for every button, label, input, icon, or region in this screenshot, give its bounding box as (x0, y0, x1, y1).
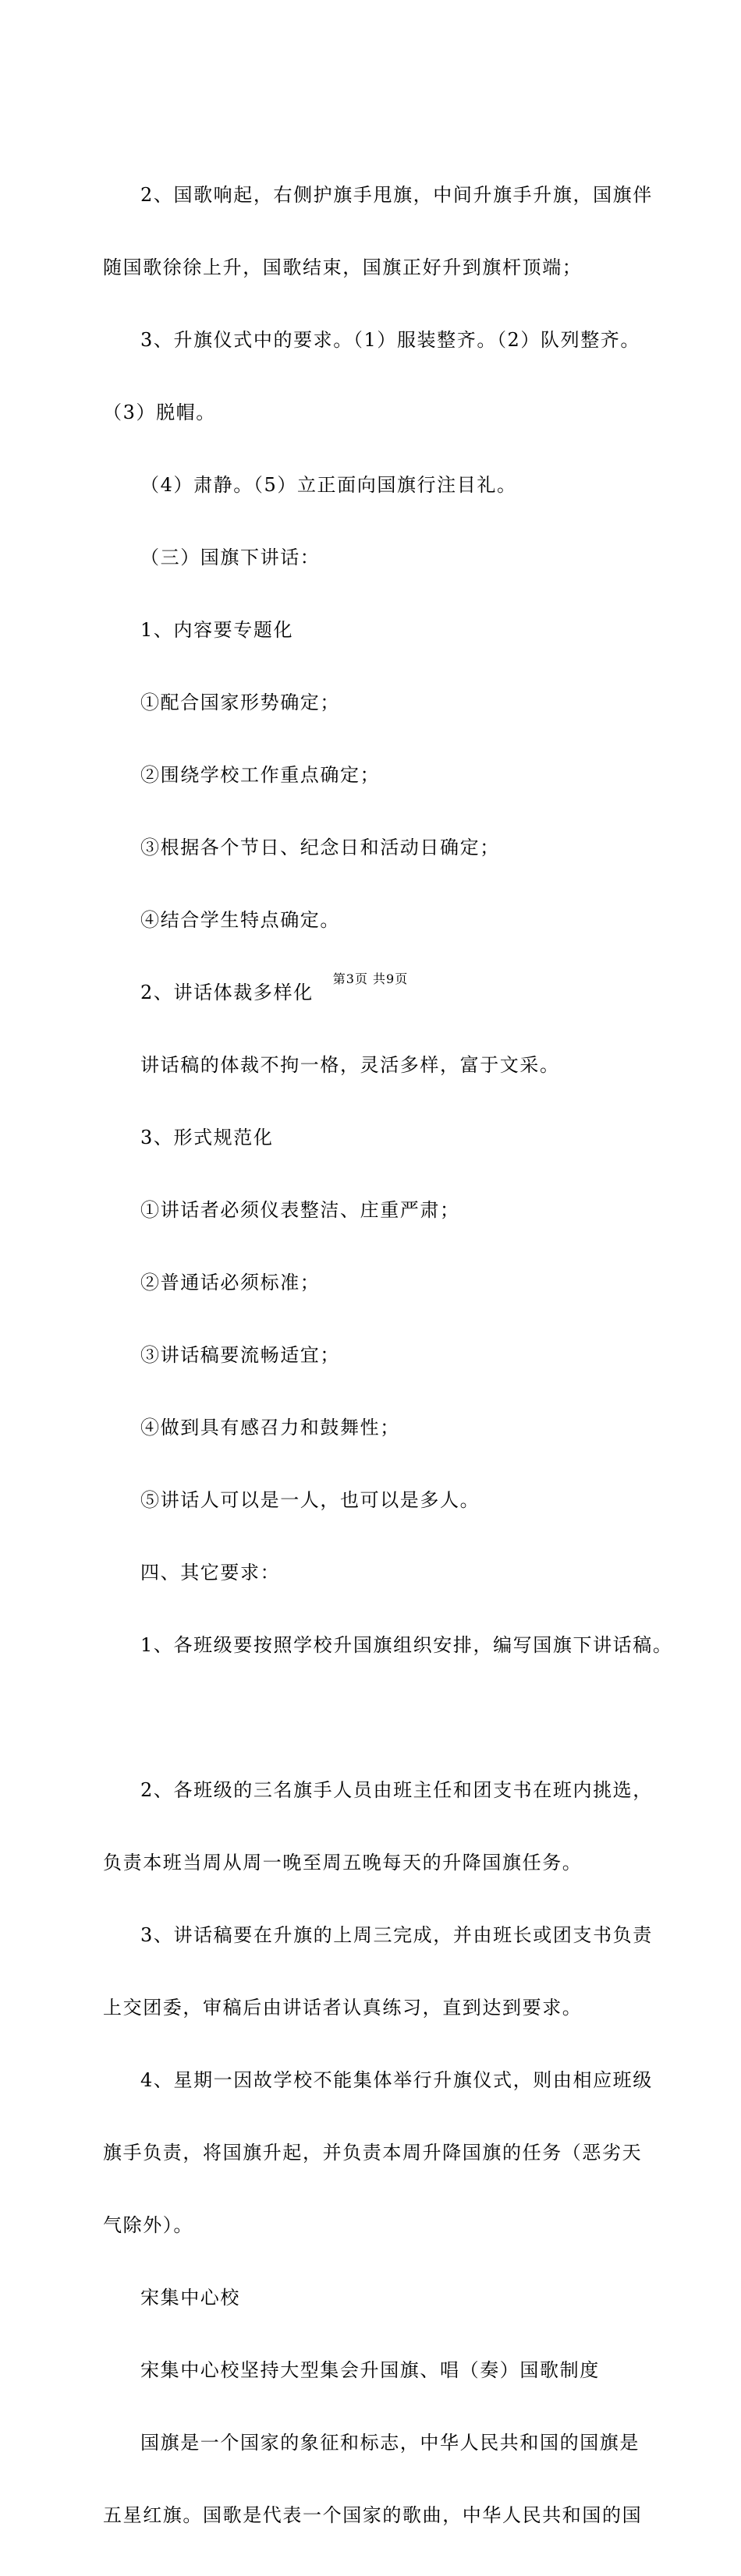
subheading: 3、形式规范化 (140, 1127, 274, 1148)
document-title: 宋集中心校坚持大型集会升国旗、唱（奏）国歌制度 (140, 2359, 600, 2381)
subheading: 1、内容要专题化 (140, 619, 294, 641)
text-line: 气除外）。 (103, 2214, 193, 2236)
blank-line (103, 1706, 665, 1730)
text-line: 上交团委，审稿后由讲话者认真练习，直到达到要求。 (103, 1997, 583, 2019)
text-line: 旗手负责，将国旗升起，并负责本周升降国旗的任务（恶劣天 (103, 2142, 643, 2164)
list-item: ①讲话者必须仪表整洁、庄重严肃； (140, 1199, 460, 1221)
text-line: 五星红旗。国歌是代表一个国家的歌曲，中华人民共和国的国 (103, 2504, 643, 2526)
list-item: ②普通话必须标准； (140, 1272, 321, 1293)
text-line: 随国歌徐徐上升，国歌结束，国旗正好升到旗杆顶端； (103, 257, 583, 278)
document-body (103, 135, 673, 2576)
text-line: 国旗是一个国家的象征和标志，中华人民共和国的国旗是 (140, 2432, 640, 2454)
list-item: ④做到具有感召力和鼓舞性； (140, 1417, 400, 1438)
list-item: ②围绕学校工作重点确定； (140, 764, 381, 786)
signature-line: 宋集中心校 (140, 2287, 240, 2309)
text-line: 1、各班级要按照学校升国旗组织安排，编写国旗下讲话稿。 (140, 1634, 673, 1656)
text-line: （4）肃静。（5）立正面向国旗行注目礼。 (140, 474, 517, 496)
list-item: ③根据各个节日、纪念日和活动日确定； (140, 837, 500, 858)
text-line: 3、升旗仪式中的要求。（1）服装整齐。（2）队列整齐。 (140, 329, 641, 351)
list-item: ③讲话稿要流畅适宜； (140, 1344, 340, 1366)
page-footer: 第3页 共9页 (332, 971, 409, 986)
text-line: 负责本班当周从周一晚至周五晚每天的升降国旗任务。 (103, 1852, 583, 1874)
list-item: ⑤讲话人可以是一人，也可以是多人。 (140, 1489, 480, 1511)
list-item: ④结合学生特点确定。 (140, 909, 340, 931)
list-item: ①配合国家形势确定； (140, 692, 340, 713)
text-line: 讲话稿的体裁不拘一格，灵活多样，富于文采。 (140, 1054, 560, 1076)
text-line: （3）脱帽。 (103, 402, 216, 423)
text-line: 3、讲话稿要在升旗的上周三完成，并由班长或团支书负责 (140, 1924, 653, 1946)
text-line: 2、国歌响起，右侧护旗手甩旗，中间升旗手升旗，国旗伴 (140, 184, 653, 206)
text-line: 2、各班级的三名旗手人员由班主任和团支书在班内挑选， (140, 1779, 653, 1801)
section-heading: （三）国旗下讲话： (140, 547, 321, 568)
subheading: 2、讲话体裁多样化 (140, 982, 314, 1003)
text-line: 4、星期一因故学校不能集体举行升旗仪式，则由相应班级 (140, 2069, 653, 2091)
section-heading: 四、其它要求： (140, 1562, 281, 1583)
